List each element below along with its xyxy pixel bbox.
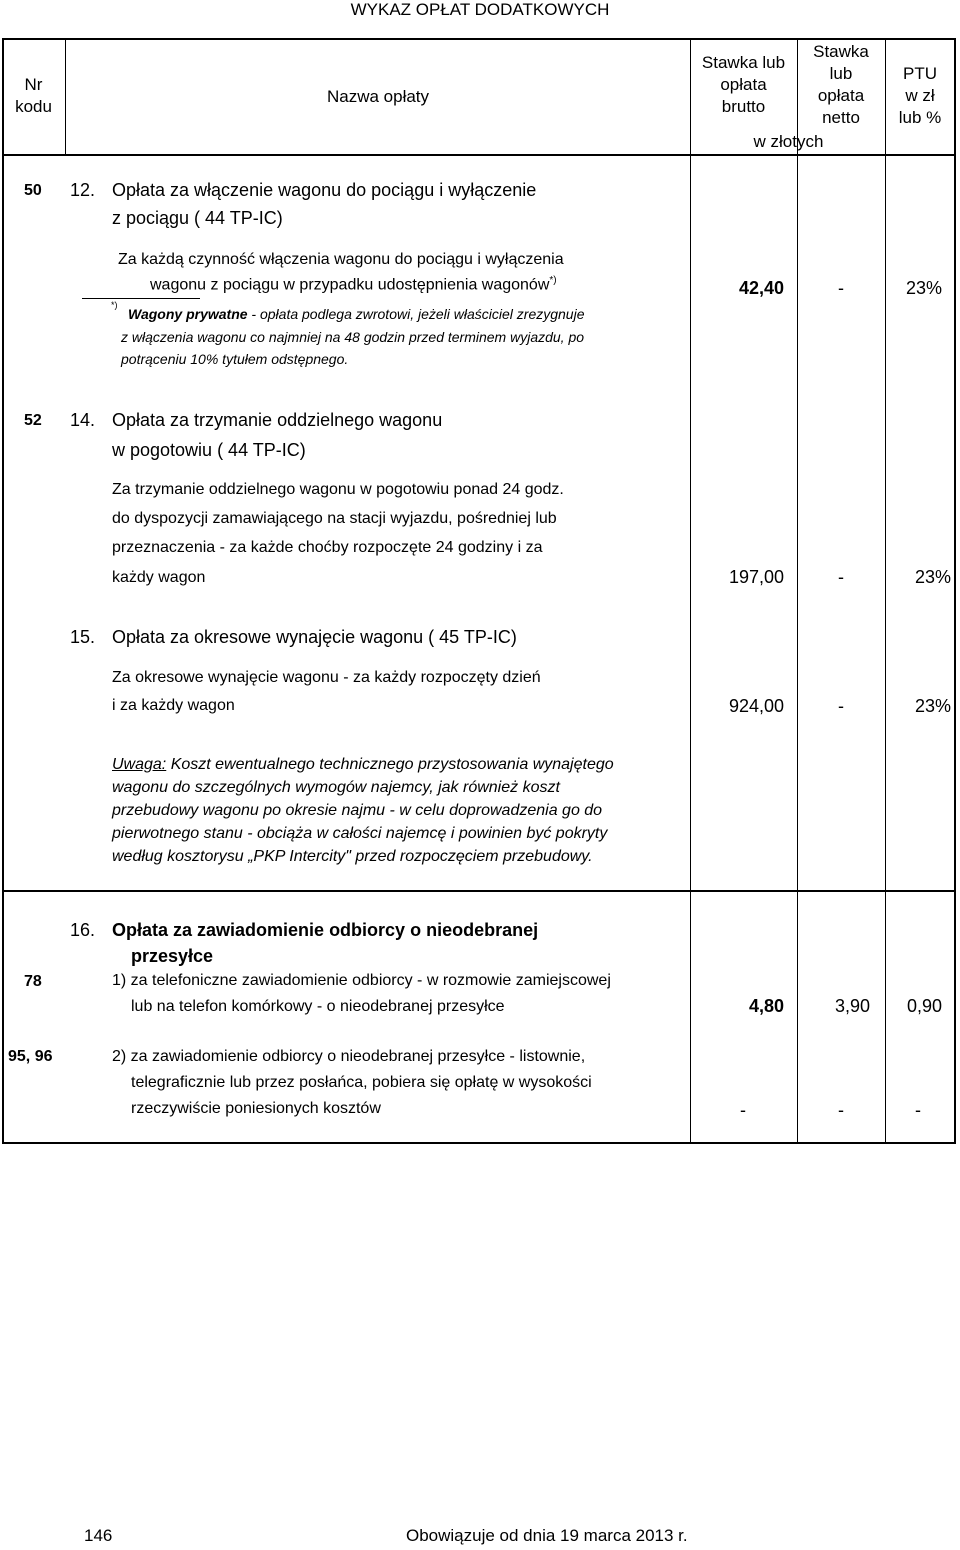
s16-item1-brutto: 4,80 — [748, 996, 784, 1016]
s12-heading: z pociągu ( 44 TP-IC) — [112, 208, 283, 228]
s16-item2: 2) za zawiadomienie odbiorcy o nieodebranej przesyłce - listownie, — [112, 1048, 586, 1065]
s15-number: 15. — [70, 627, 96, 647]
s12-brutto: 42,40 — [738, 278, 784, 298]
s14-brutto: 197,00 — [728, 567, 784, 587]
s12-desc: Za każdą czynność włączenia wagonu do pociągu i wyłączenia — [118, 251, 564, 268]
header-code: Nr kodu — [15, 75, 52, 116]
footnote-rule — [82, 298, 200, 299]
s16-item2: rzeczywiście poniesionych kosztów — [131, 1100, 381, 1117]
s15-note: przebudowy wagonu po okresie najmu - w celu doprowadzenia go do — [112, 802, 603, 819]
s14-desc: Za trzymanie oddzielnego wagonu w pogotowiu ponad 24 godz. — [112, 481, 564, 498]
page-title: WYKAZ OPŁAT DODATKOWYCH — [350, 0, 610, 19]
s15-note: pierwotnego stanu - obciąża w całości najemcę i powinien być pokryty — [112, 825, 608, 842]
s12-heading: Opłata za włączenie wagonu do pociągu i wyłączenie — [112, 180, 537, 200]
s14-heading: w pogotowiu ( 44 TP-IC) — [112, 440, 306, 460]
s16-item1-ptu: 0,90 — [906, 996, 942, 1016]
col-vline-netto — [797, 156, 798, 890]
s16-heading: przesyłce — [131, 946, 214, 966]
s12-number: 12. — [70, 180, 96, 200]
s12-ptu: 23% — [905, 278, 942, 298]
header-netto: Stawka lub opłata netto — [813, 42, 869, 127]
header-brutto: Stawka lub opłata brutto — [701, 53, 786, 116]
s16-item2-ptu: - — [915, 1100, 921, 1120]
s14-desc: każdy wagon — [112, 569, 206, 586]
section-divider — [2, 890, 956, 892]
s12-note-mark: *) — [111, 300, 118, 310]
col-vline-ptu — [885, 892, 886, 1144]
s14-netto: - — [838, 567, 844, 587]
s16-code1: 78 — [24, 973, 42, 990]
s16-number: 16. — [70, 920, 96, 940]
col-vline-ptu — [885, 156, 886, 890]
s15-netto: - — [838, 696, 844, 716]
s15-heading: Opłata za okresowe wynajęcie wagonu ( 45 TP-IC) — [112, 627, 517, 647]
col-vline-brutto — [690, 38, 691, 1144]
s14-code: 52 — [24, 412, 42, 429]
s16-item1-netto: 3,90 — [834, 996, 870, 1016]
s16-item1: lub na telefon komórkowy - o nieodebranej przesyłce — [131, 998, 505, 1015]
s16-item2-brutto: - — [740, 1100, 746, 1120]
s16-item1: 1) za telefoniczne zawiadomienie odbiorcy - w rozmowie zamiejscowej — [112, 972, 611, 989]
s15-brutto: 924,00 — [728, 696, 784, 716]
s12-desc: wagonu z pociągu w przypadku udostępnienia wagonów*) — [150, 275, 557, 294]
header-name: Nazwa opłaty — [326, 87, 430, 106]
s15-ptu: 23% — [914, 696, 951, 716]
header-ptu: PTU w zł lub % — [898, 64, 942, 127]
header-divider — [2, 154, 956, 156]
s14-ptu: 23% — [914, 567, 951, 587]
page-number: 146 — [84, 1526, 113, 1545]
s12-code: 50 — [24, 182, 42, 199]
s12-netto: - — [838, 278, 844, 298]
s15-note: wagonu do szczególnych wymogów najemcy, jak również koszt — [112, 779, 560, 796]
s14-desc: przeznaczenia - za każde choćby rozpoczęte 24 godziny i za — [112, 539, 543, 556]
s16-item2-netto: - — [838, 1100, 844, 1120]
validity-note: Obowiązuje od dnia 19 marca 2013 r. — [406, 1526, 688, 1545]
s15-note: Uwaga: Koszt ewentualnego technicznego przystosowania wynajętego — [112, 756, 614, 773]
s15-desc: i za każdy wagon — [112, 697, 235, 714]
s15-note: według kosztorysu „PKP Intercity" przed rozpoczęciem przebudowy. — [112, 848, 593, 865]
s16-heading: Opłata za zawiadomienie odbiorcy o nieodebranej — [112, 920, 539, 940]
s14-desc: do dyspozycji zamawiającego na stacji wyjazdu, pośredniej lub — [112, 510, 557, 527]
s15-desc: Za okresowe wynajęcie wagonu - za każdy rozpoczęty dzień — [112, 669, 541, 686]
s12-note: Wagony prywatne - opłata podlega zwrotowi, jeżeli właściciel zrezygnuje — [128, 306, 585, 322]
header-currency: w złotych — [753, 132, 824, 151]
s16-code2: 95, 96 — [8, 1048, 53, 1065]
s12-note: potrąceniu 10% tytułem odstępnego. — [121, 351, 349, 367]
s12-note: z włączenia wagonu co najmniej na 48 godzin przed terminem wyjazdu, po — [121, 329, 585, 345]
col-vline-netto — [797, 892, 798, 1144]
s14-heading: Opłata za trzymanie oddzielnego wagonu — [112, 410, 443, 430]
s14-number: 14. — [70, 410, 96, 430]
s16-item2: telegraficznie lub przez posłańca, pobiera się opłatę w wysokości — [131, 1074, 592, 1091]
